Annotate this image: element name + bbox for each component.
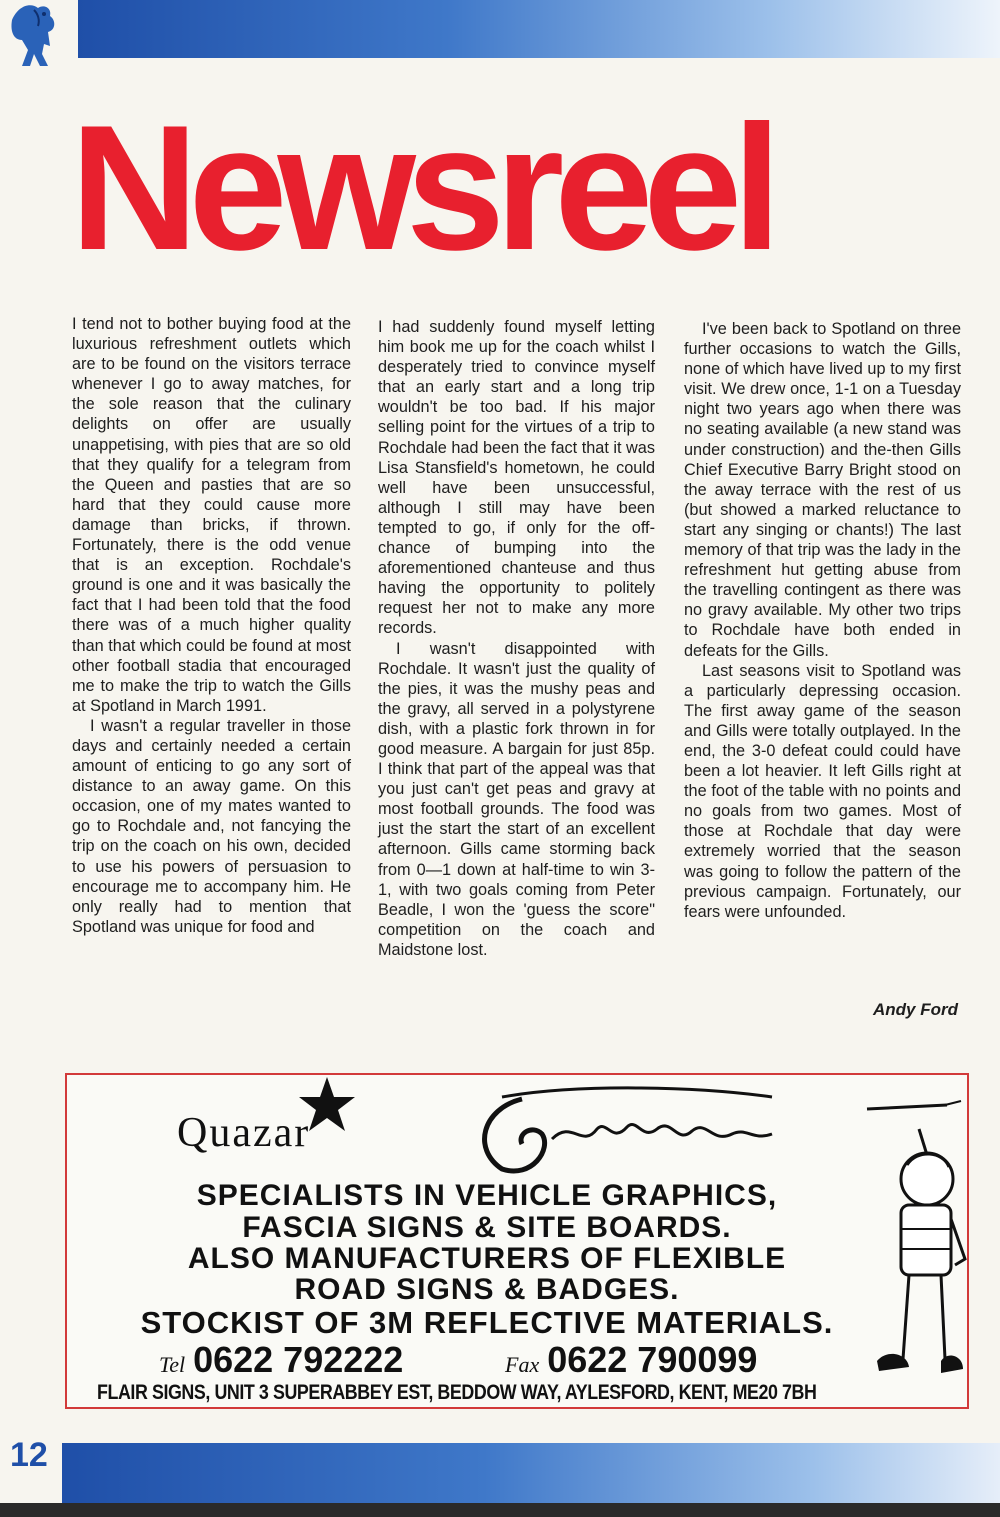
kent-horse-crest-icon (4, 0, 66, 70)
page-title: Newsreel (70, 88, 772, 287)
ad-line-5: STOCKIST OF 3M REFLECTIVE MATERIALS. (140, 1305, 834, 1340)
ad-line-2: FASCIA SIGNS & SITE BOARDS. (242, 1211, 732, 1244)
fax (505, 1339, 757, 1381)
footer-blue-bar (62, 1443, 1000, 1503)
advertisement (65, 1073, 969, 1409)
paragraph: I've been back to Spotland on three further occasions to watch the Gills, none of which have lived up to my first visit. We drew once, 1-1 on a Tuesday night two years ago when there was no seating available (a new stand was under construction) and the-then Gills Chief Executive Barry Bright stood on the away terrace with the rest of us (but showed a marked reluctance to start any singing or chants!) The last memory of that trip was the lady in the refreshment hut getting abuse from the travelling contingent as there was no gravy available. My other two trips to Rochdale have both ended in defeats for the Gills. (684, 320, 961, 660)
paragraph: I wasn't a regular traveller in those days and certainly needed a certain amount of enticing to go any sort of distance to an away game. On this occasion, one of my mates wanted to go to Rochdale and, not fancying the trip on the coach on his own, decided to use his powers of persuasion to encourage me to accompany him. He only really had to mention that Spotland was unique for food and (72, 716, 351, 936)
article-column-2 (378, 317, 655, 960)
article-column-3 (684, 319, 961, 922)
graphics-script-logo (462, 1079, 792, 1179)
ad-line-3: ALSO MANUFACTURERS OF FLEXIBLE (187, 1242, 787, 1275)
ad-line-4: ROAD SIGNS & BADGES. (294, 1273, 680, 1306)
fax-label: Fax (505, 1352, 540, 1377)
header-blue-bar (78, 0, 1000, 58)
ad-line-1: SPECIALISTS IN VEHICLE GRAPHICS, (196, 1179, 778, 1212)
tel-number: 0622 792222 (193, 1339, 404, 1380)
page-edge (0, 1503, 1000, 1517)
fax-number: 0622 790099 (547, 1339, 758, 1380)
article-column-1 (72, 314, 351, 937)
tel-label: Tel (159, 1352, 186, 1377)
paragraph: I wasn't disappointed with Rochdale. It wasn't just the quality of the pies, it was the mushy peas and the gravy, all served in a polystyrene dish, with a plastic fork thrown in for good measure. A bargain for just 85p. I think that part of the appeal was that you just can't get peas and gravy at most football grounds. The food was just the start the start of an excellent afternoon. Gills came storming back from 0—1 down at half-time to win 3-1, with two goals coming from Peter Beadle, I won the 'guess the score" competition on the coach and Maidstone lost. (378, 639, 655, 959)
quazar-logo: Quazar (177, 1110, 311, 1156)
telephone (159, 1339, 403, 1381)
paragraph: I had suddenly found myself letting him book me up for the coach whilst I desperately tried to convince myself that an early start and a long trip wouldn't be too bad. If his major selling point for the virtues of a trip to Rochdale had been the fact that it was Lisa Stansfield's hometown, he could well have been unsuccessful, although I still may have been tempted to go, if only for the off-chance of bumping into the aforementioned chanteuse and thus having the opportunity to politely request her not to make any more records. (378, 318, 655, 638)
paragraph: Last seasons visit to Spotland was a particularly depressing occasion. The first away game of the season and Gills were totally outplayed. In the end, the 3-0 defeat could could have been a lot heavier. It left Gills right at the foot of the table with no points and no goals from two games. Most of those at Rochdale that day were extremely worried that the season was going to follow the pattern of the previous campaign. Fortunately, our fears were unfounded. (684, 661, 961, 921)
author-byline: Andy Ford (873, 1000, 958, 1019)
sign-painter-cartoon-icon (857, 1099, 967, 1399)
page-number: 12 (10, 1436, 48, 1474)
paragraph: I tend not to bother buying food at the luxurious refreshment outlets which are to be found on the visitors terrace whenever I go to away matches, for the sole reason that the culinary delights on offer are usually unappetising, with pies that are so old that they qualify for a telegram from the Queen and pasties that are so hard that they could cause more damage than bricks, if thrown. Fortunately, there is the odd venue that is an exception. Rochdale's ground is one and it was basically the fact that I had been told that the food there was of a much higher quality than that which could be found at most other football stadia that encouraged me to make the trip to watch the Gills at Spotland in March 1991. (72, 315, 351, 715)
company-address: FLAIR SIGNS, UNIT 3 SUPERABBEY EST, BEDDOW WAY, AYLESFORD, KENT, ME20 7BH (97, 1381, 817, 1404)
